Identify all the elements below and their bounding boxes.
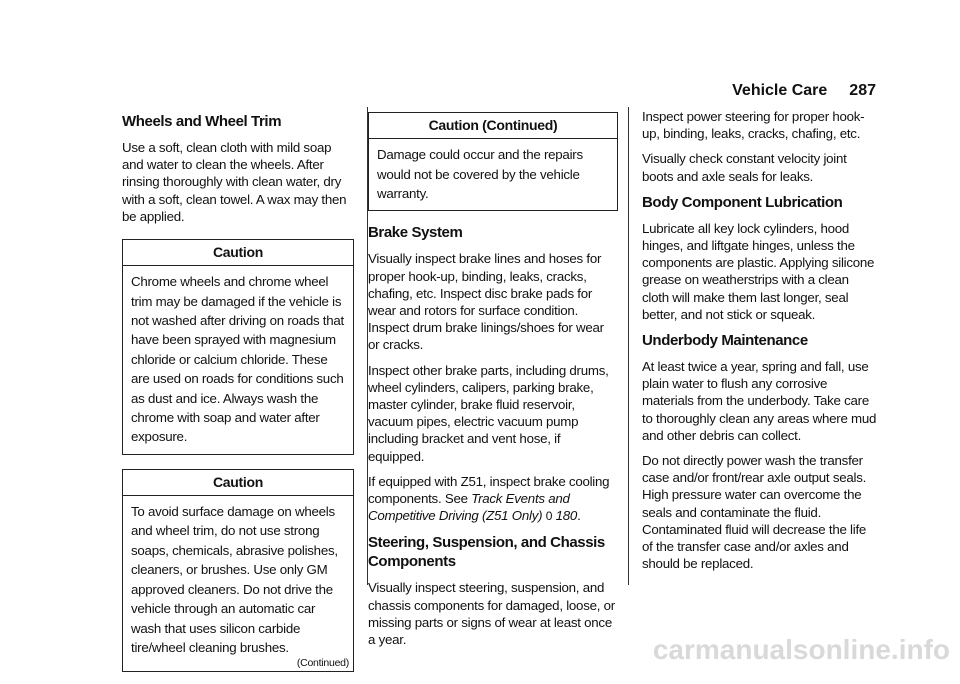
wheels-text: Use a soft, clean cloth with mild soap and water to clean the wheels. After rinsing thoroughly with clean water, dry with a soft, clean towel. A wax may then be applied. xyxy=(122,140,347,224)
caution-box-cleaners xyxy=(122,469,354,672)
brake-paragraph: Inspect other brake parts, including drums, wheel cylinders, calipers, parking brake, master cylinder, brake fluid reservoir, vacuum pipes, electric vacuum pump including bracket and vent hose, if equipped. xyxy=(368,362,609,464)
caution-text: Damage could occur and the repairs would not be covered by the vehicle warranty. xyxy=(377,147,583,202)
section-title: Vehicle Care xyxy=(732,82,828,99)
continued-label: (Continued) xyxy=(296,657,349,670)
page-number: 287 xyxy=(849,82,876,99)
cross-reference-link[interactable]: Track Events and Competitive Driving (Z51 Only) xyxy=(368,491,570,524)
watermark: carmanualsonline.info xyxy=(652,634,950,665)
steering-heading: Steering, Suspension, and Chassis Components xyxy=(368,534,605,571)
caution-text: Chrome wheels and chrome wheel trim may be damaged if the vehicle is not washed after driving on roads that have been sprayed with magnesium chloride or calcium chloride. These are used on roads for conditions such as dust and ice. Always wash the chrome with soap and water after exposure. xyxy=(131,274,344,445)
power-steering-text: Inspect power steering for proper hook-up, binding, leaks, cracks, chafing, etc. xyxy=(642,109,865,142)
cv-joint-text: Visually check constant velocity joint boots and axle seals for leaks. xyxy=(642,151,847,184)
caution-box-chrome xyxy=(122,239,354,455)
brake-heading: Brake System xyxy=(368,224,463,242)
page-header xyxy=(732,82,876,100)
caution-text: To avoid surface damage on wheels and wheel trim, do not use strong soaps, chemicals, abrasive polishes, cleaners, or brushes. Use only GM approved cleaners. Do not drive the vehicle through an automatic car wash that uses silicon carbide tire/wheel cleaning brushes. xyxy=(131,504,338,655)
text: . xyxy=(577,508,581,524)
underbody-paragraph: Do not directly power wash the transfer case and/or front/rear axle output seals. High pressure water can overcome the seals and contaminate the fluid. Contaminated fluid will decrease the life of the transfer case and/or axles and should be replaced. xyxy=(642,453,867,572)
body-lubrication-heading: Body Component Lubrication xyxy=(642,193,843,211)
page-ref-icon: 0 xyxy=(545,509,553,524)
text: If equipped with Z51, inspect brake cooling components. See xyxy=(368,473,610,507)
wheels-heading: Wheels and Wheel Trim xyxy=(122,113,282,130)
column-right xyxy=(642,108,878,580)
body-lubrication-text: Lubricate all key lock cylinders, hood hinges, and liftgate hinges, unless the components are plastic. Applying silicone grease on weatherstrips with a clean cloth will make them last longer, seal better, and not stick or squeak. xyxy=(642,220,875,322)
underbody-heading: Underbody Maintenance xyxy=(642,332,808,350)
caution-title: Caution xyxy=(123,240,353,266)
column-divider xyxy=(628,107,629,585)
page-ref-number[interactable]: 180 xyxy=(555,508,578,524)
steering-text: Visually inspect steering, suspension, and chassis components for damaged, loose, or missing parts or signs of wear at least once a year. xyxy=(368,580,615,648)
brake-paragraph: Visually inspect brake lines and hoses for proper hook-up, binding, leaks, cracks, chafing, etc. Inspect disc brake pads for wear and rotors for surface condition. Inspect drum brake linings/shoes for wear or cracks. xyxy=(368,251,604,353)
caution-box-continued xyxy=(368,112,618,211)
caution-title: Caution xyxy=(123,470,353,496)
caution-title: Caution (Continued) xyxy=(369,113,617,139)
brake-paragraph xyxy=(368,473,618,526)
underbody-paragraph: At least twice a year, spring and fall, use plain water to flush any corrosive materials from the underbody. Take care to thoroughly clean any areas where mud and other debris can collect. xyxy=(642,359,877,443)
column-left xyxy=(122,108,354,684)
column-middle xyxy=(368,108,618,656)
